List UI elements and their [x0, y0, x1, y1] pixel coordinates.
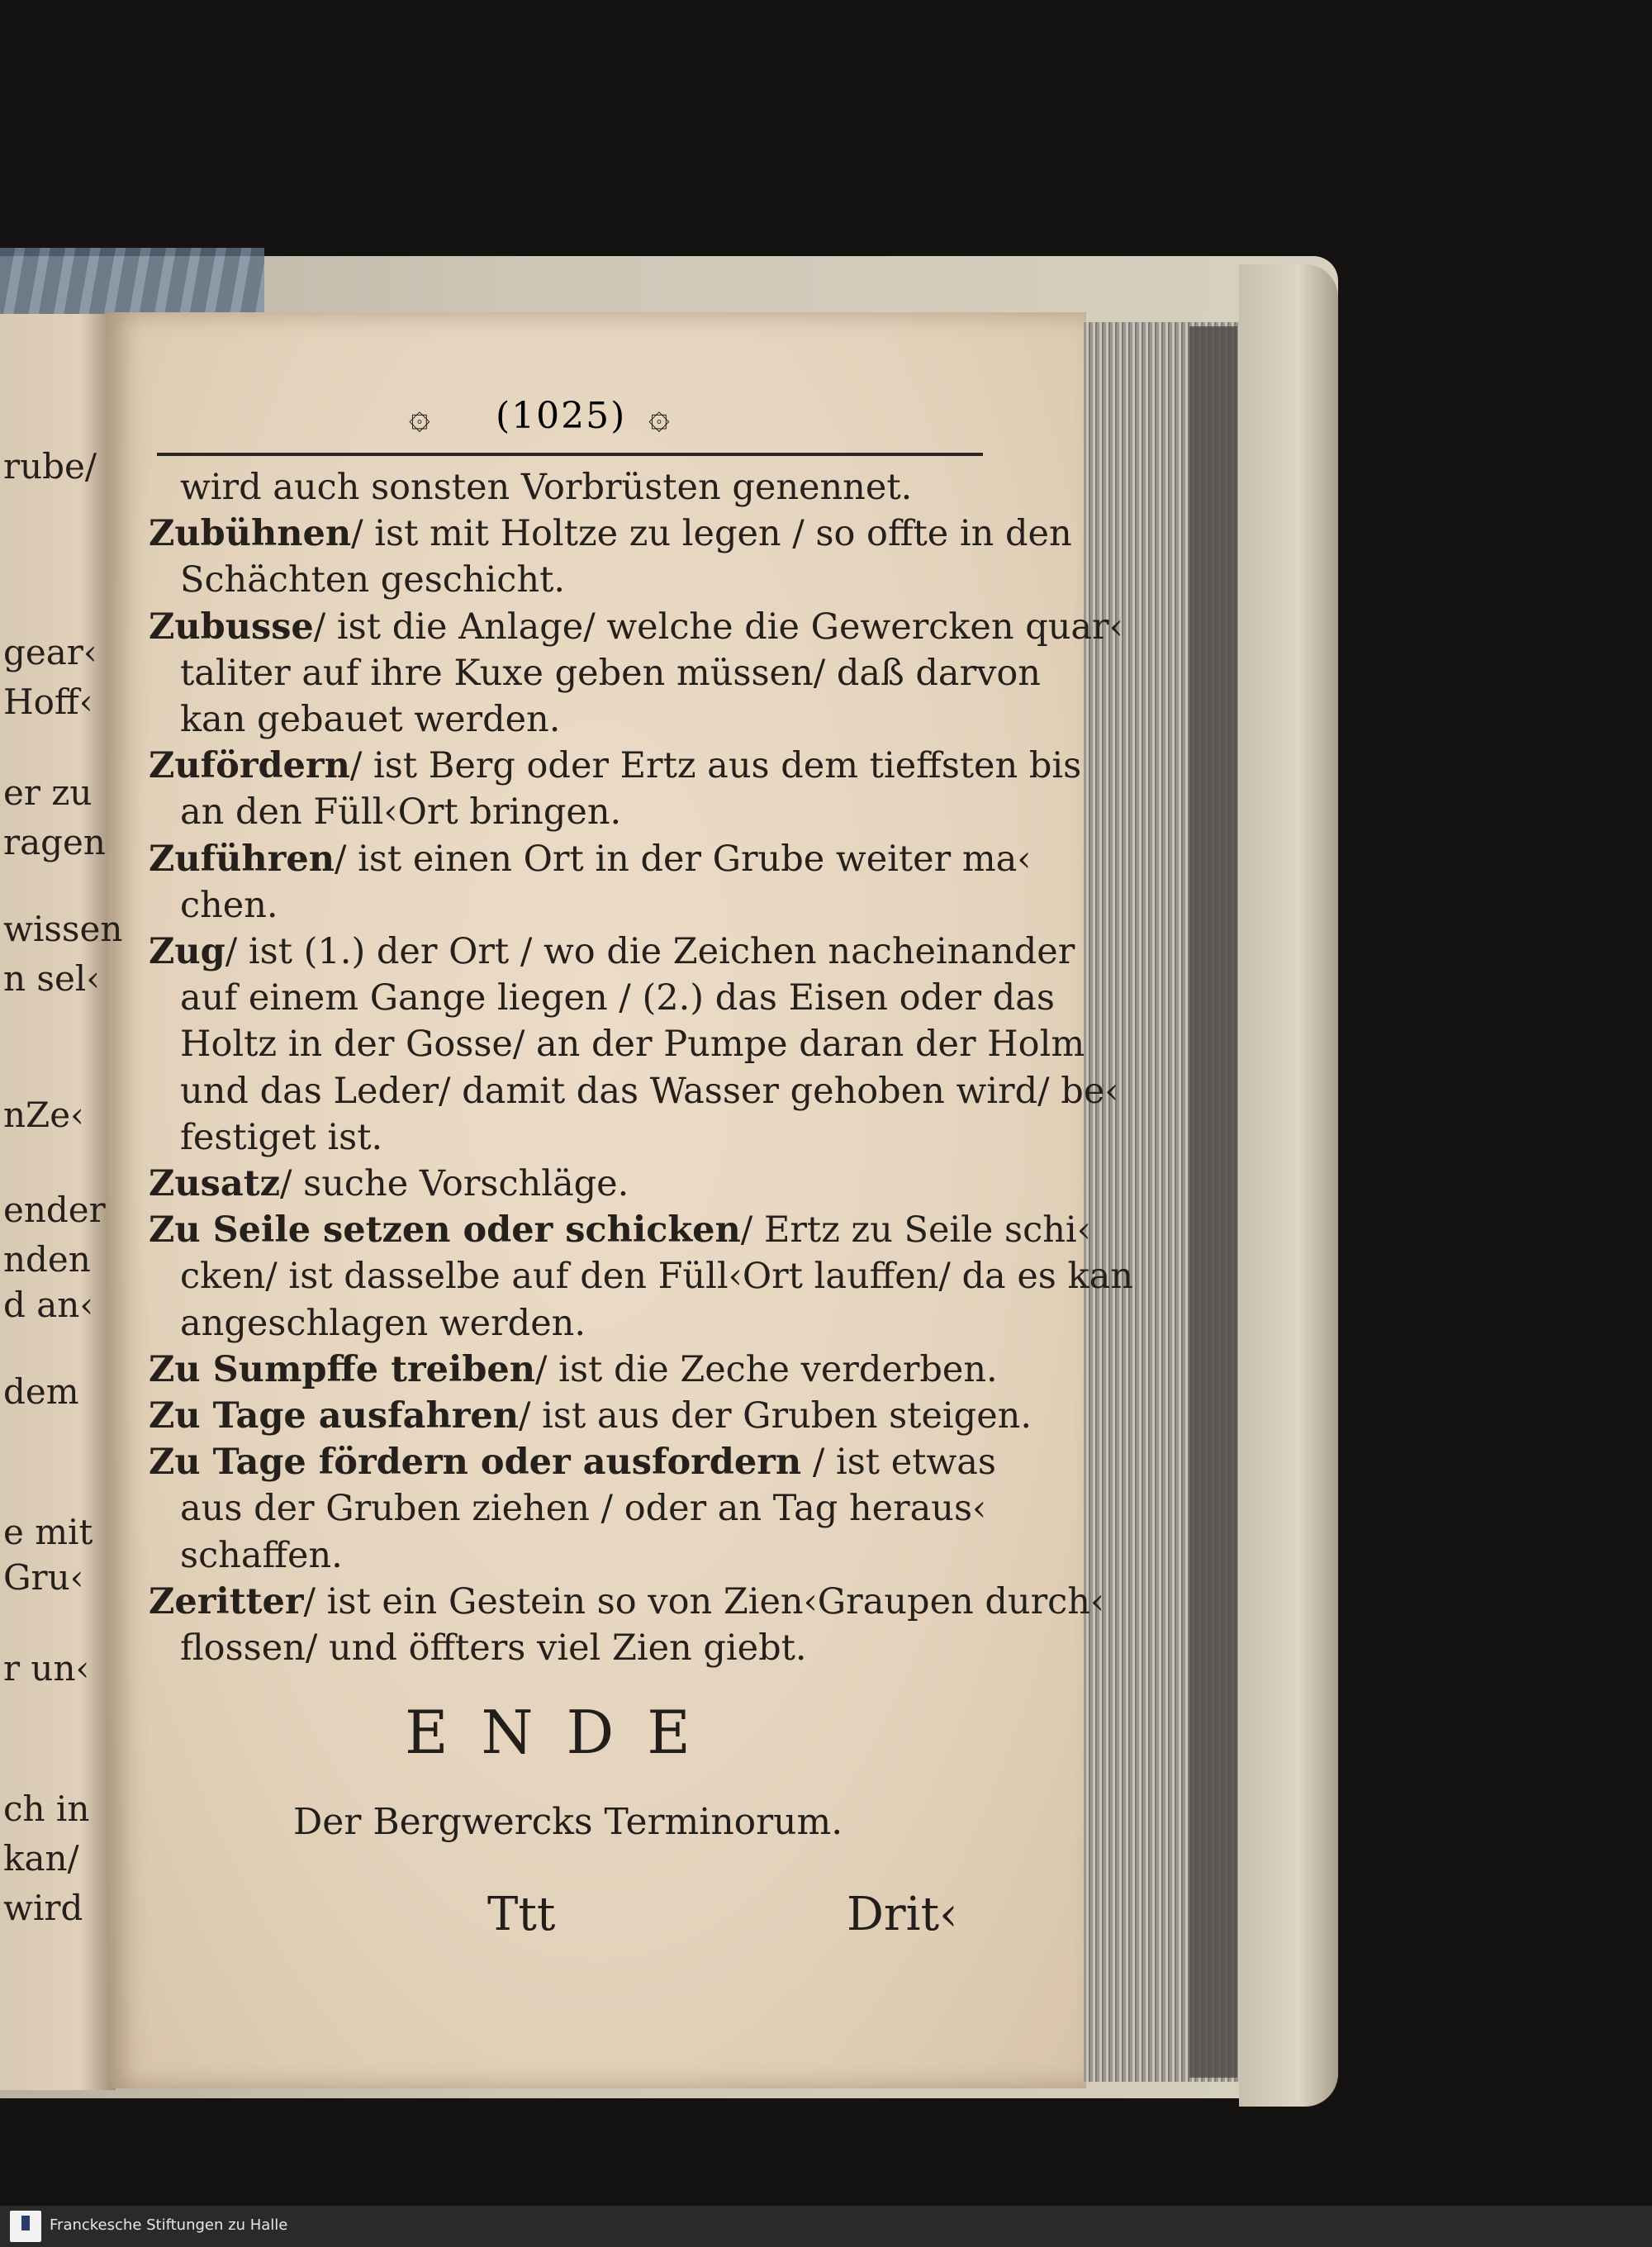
entry-text: / suche Vorschläge.: [280, 1163, 629, 1204]
left-page-fragment: ragen: [3, 822, 106, 862]
entry-term: Zu Seile setzen oder schicken: [149, 1209, 741, 1252]
entry-text: chen.: [180, 884, 278, 926]
left-page-fragment: rube/: [3, 446, 97, 487]
left-page-fragment: e mit: [3, 1512, 93, 1552]
text-line: [180, 559, 565, 601]
left-page-fragment: gear‹: [3, 632, 97, 672]
left-page-fragment: ender: [3, 1190, 106, 1230]
text-line: [180, 1627, 807, 1669]
left-page-fragment: Gru‹: [3, 1557, 84, 1598]
text-line: [180, 1535, 343, 1576]
signature-mark: Ttt: [487, 1888, 556, 1941]
ende-subtitle: Der Bergwercks Terminorum.: [293, 1801, 843, 1843]
text-line: [149, 1349, 998, 1390]
entry-text: und das Leder/ damit das Wasser gehoben wird/ be‹: [180, 1070, 1119, 1112]
page-edges-shadow: [1189, 326, 1237, 2078]
entry-text: / ist mit Holtze zu legen / so offte in den: [351, 513, 1072, 555]
left-page-fragment: ch in: [3, 1789, 90, 1829]
entry-text: schaffen.: [180, 1534, 343, 1576]
entry-text: festiget ist.: [180, 1116, 383, 1158]
left-page-fragment: n sel‹: [3, 958, 101, 999]
left-page-fragment: wissen: [3, 909, 123, 949]
text-line: [180, 885, 278, 926]
entry-term: Zubusse: [149, 606, 314, 648]
left-page-fragment: Hoff‹: [3, 682, 93, 722]
left-page-fragment: wird: [3, 1888, 83, 1928]
header-ornament-right: ۞: [648, 395, 670, 437]
entry-text: flossen/ und öffters viel Zien giebt.: [180, 1627, 807, 1669]
entry-term: Zeritter: [149, 1580, 304, 1622]
text-line: [180, 1303, 586, 1344]
entry-term: Zu Tage fördern oder ausfordern: [149, 1442, 802, 1484]
text-line: [149, 1581, 1104, 1622]
text-line: [149, 838, 1031, 880]
left-page-fragment: dem: [3, 1371, 79, 1412]
text-line: [149, 1163, 629, 1204]
entry-term: Zufördern: [149, 745, 350, 787]
book-cover-edge: [1239, 264, 1338, 2107]
footer-label: Franckesche Stiftungen zu Halle: [50, 2216, 288, 2234]
entry-text: / ist Berg oder Ertz aus dem tieffsten bis: [349, 745, 1082, 787]
entry-text: angeschlagen werden.: [180, 1302, 586, 1344]
entry-text: Schächten geschicht.: [180, 559, 566, 601]
entry-text: / ist die Zeche verderben.: [535, 1348, 998, 1390]
institution-logo-icon: [10, 2211, 41, 2242]
entry-text: / ist aus der Gruben steigen.: [519, 1395, 1032, 1437]
entry-text: taliter auf ihre Kuxe geben müssen/ daß darvon: [180, 652, 1041, 694]
left-page-fragment: d an‹: [3, 1285, 94, 1325]
text-line: [149, 1442, 996, 1483]
entry-term: Zug: [149, 931, 225, 972]
text-line: [180, 977, 1055, 1019]
entry-term: Zu Sumpffe treiben: [149, 1348, 536, 1390]
entry-term: Zu Tage ausfahren: [149, 1395, 519, 1437]
entry-text: an den Füll‹Ort bringen.: [180, 791, 622, 834]
left-page-fragment: nden: [3, 1239, 91, 1280]
text-line: [149, 513, 1072, 554]
text-line: [180, 1071, 1118, 1112]
text-line: [149, 606, 1123, 648]
entry-text: / ist ein Gestein so von Zien‹Graupen durch‹: [303, 1580, 1105, 1622]
book-spine-decoration: [0, 248, 264, 314]
left-page-fragment: nZe‹: [3, 1095, 84, 1135]
header-ornament-left: ۞: [409, 395, 430, 437]
entry-term: Zusatz: [149, 1163, 281, 1204]
left-page-fragment: kan/: [3, 1838, 79, 1879]
entry-term: Zuführen: [149, 838, 335, 880]
left-page-fragment: er zu: [3, 772, 93, 813]
text-line: [180, 1256, 1133, 1297]
left-page-fragment: r un‹: [3, 1648, 90, 1689]
entry-text: / ist (1.) der Ort / wo die Zeichen nacheinander: [225, 931, 1075, 972]
page-number: (1025): [496, 395, 627, 437]
text-line: [180, 1024, 1085, 1065]
entry-text: / ist etwas: [801, 1442, 996, 1484]
text-line: [180, 791, 621, 833]
entry-text: kan gebauet werden.: [180, 699, 561, 740]
text-line: [180, 1488, 986, 1529]
text-line: [149, 745, 1081, 786]
entry-text: / ist einen Ort in der Grube weiter ma‹: [334, 838, 1032, 880]
footer-bar: [0, 2206, 1652, 2247]
entry-text: / ist die Anlage/ welche die Gewercken quar‹: [313, 606, 1123, 648]
entry-text: Holtz in der Gosse/ an der Pumpe daran der Holm: [180, 1024, 1085, 1066]
entry-text: aus der Gruben ziehen / oder an Tag heraus‹: [180, 1488, 987, 1530]
entry-text: / Ertz zu Seile schi‹: [740, 1209, 1091, 1252]
text-line: [149, 1209, 1091, 1251]
text-line: [149, 1395, 1032, 1437]
entry-term: Zubühnen: [149, 513, 352, 555]
entry-text: auf einem Gange liegen / (2.) das Eisen oder das: [180, 977, 1055, 1019]
catchword: Drit‹: [847, 1888, 958, 1941]
text-line: [180, 699, 560, 740]
text-line: [180, 1117, 382, 1158]
ende-heading: ENDE: [405, 1698, 724, 1767]
header-rule: [157, 453, 983, 456]
text-line: [180, 653, 1041, 694]
text-line: [180, 467, 912, 508]
entry-text: wird auch sonsten Vorbrüsten genennet.: [180, 467, 913, 508]
entry-text: cken/ ist dasselbe auf den Füll‹Ort lauffen/ da es kan: [180, 1256, 1133, 1298]
text-line: [149, 931, 1075, 972]
